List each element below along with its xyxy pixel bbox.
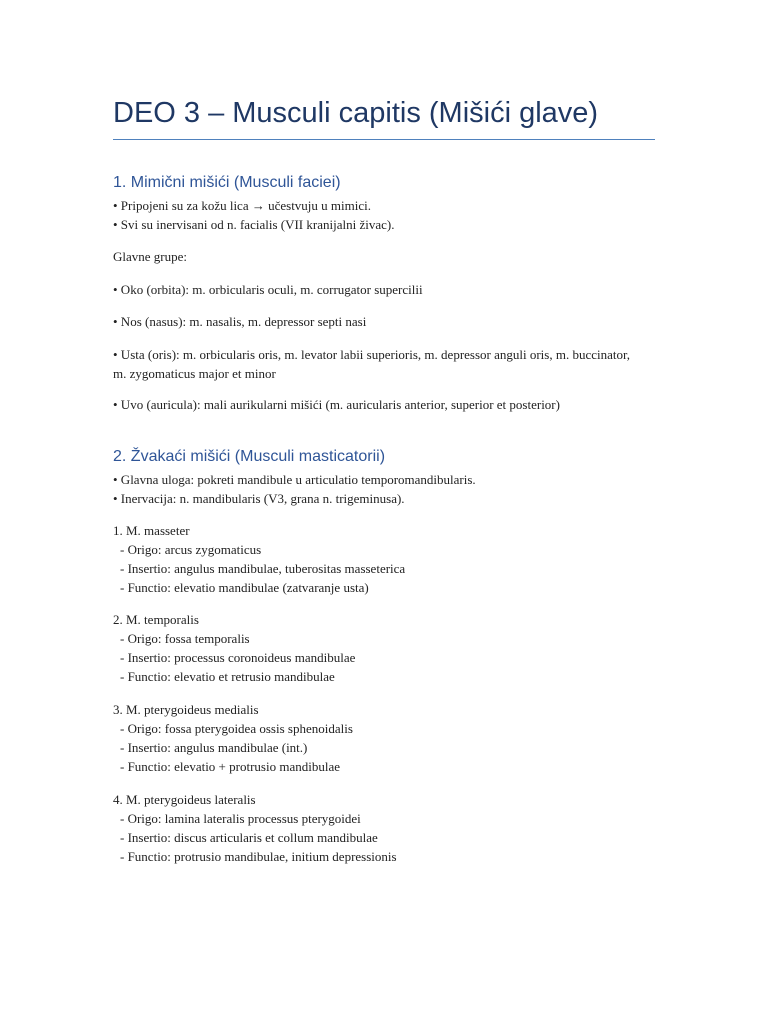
muscle-detail: - Insertio: processus coronoideus mandibulae xyxy=(120,650,356,665)
bullet-text: • Pripojeni su za kožu lica → učestvuju u mimici. xyxy=(113,198,372,213)
muscle-detail: - Origo: fossa temporalis xyxy=(120,631,250,646)
bullet-text: • Glavna uloga: pokreti mandibule u articulatio temporomandibularis. xyxy=(113,472,476,487)
document-title: DEO 3 – Musculi capitis (Mišići glave) xyxy=(113,97,599,129)
muscle-detail: - Insertio: discus articularis et collum mandibulae xyxy=(120,830,378,845)
muscle-name: 4. M. pterygoideus lateralis xyxy=(113,792,256,807)
group-item-oris: • Usta (oris): m. orbicularis oris, m. levator labii superioris, m. depressor anguli oris, m. buccinator, m. zygomaticus major et minor xyxy=(113,347,631,381)
group-item-auricula: • Uvo (auricula): mali aurikularni mišići (m. auricularis anterior, superior et posterior) xyxy=(113,397,560,412)
muscle-name: 1. M. masseter xyxy=(113,523,190,538)
muscle-detail: - Origo: fossa pterygoidea ossis sphenoidalis xyxy=(120,721,353,736)
groups-label: Glavne grupe: xyxy=(113,249,188,264)
muscle-detail: - Insertio: angulus mandibulae, tuberositas masseterica xyxy=(120,561,406,576)
section-heading-masticatory-muscles: 2. Žvakaći mišići (Musculi masticatorii) xyxy=(113,448,386,465)
muscle-detail: - Functio: protrusio mandibulae, initium depressionis xyxy=(120,849,397,864)
group-item-nasus: • Nos (nasus): m. nasalis, m. depressor septi nasi xyxy=(113,314,367,329)
muscle-detail: - Origo: lamina lateralis processus pterygoidei xyxy=(120,811,361,826)
bullet-text: • Inervacija: n. mandibularis (V3, grana n. trigeminusa). xyxy=(113,491,405,506)
muscle-detail: - Functio: elevatio et retrusio mandibulae xyxy=(120,669,335,684)
muscle-name: 3. M. pterygoideus medialis xyxy=(113,702,259,717)
section-heading-mimic-muscles: 1. Mimični mišići (Musculi faciei) xyxy=(113,174,341,191)
muscle-detail: - Insertio: angulus mandibulae (int.) xyxy=(120,740,308,755)
bullet-text: • Svi su inervisani od n. facialis (VII kranijalni živac). xyxy=(113,217,395,232)
muscle-detail: - Functio: elevatio + protrusio mandibulae xyxy=(120,759,340,774)
group-item-orbita: • Oko (orbita): m. orbicularis oculi, m. corrugator supercilii xyxy=(113,282,423,297)
muscle-detail: - Origo: arcus zygomaticus xyxy=(120,542,262,557)
muscle-name: 2. M. temporalis xyxy=(113,612,199,627)
muscle-detail: - Functio: elevatio mandibulae (zatvaranje usta) xyxy=(120,580,369,595)
title-underline xyxy=(113,139,655,140)
